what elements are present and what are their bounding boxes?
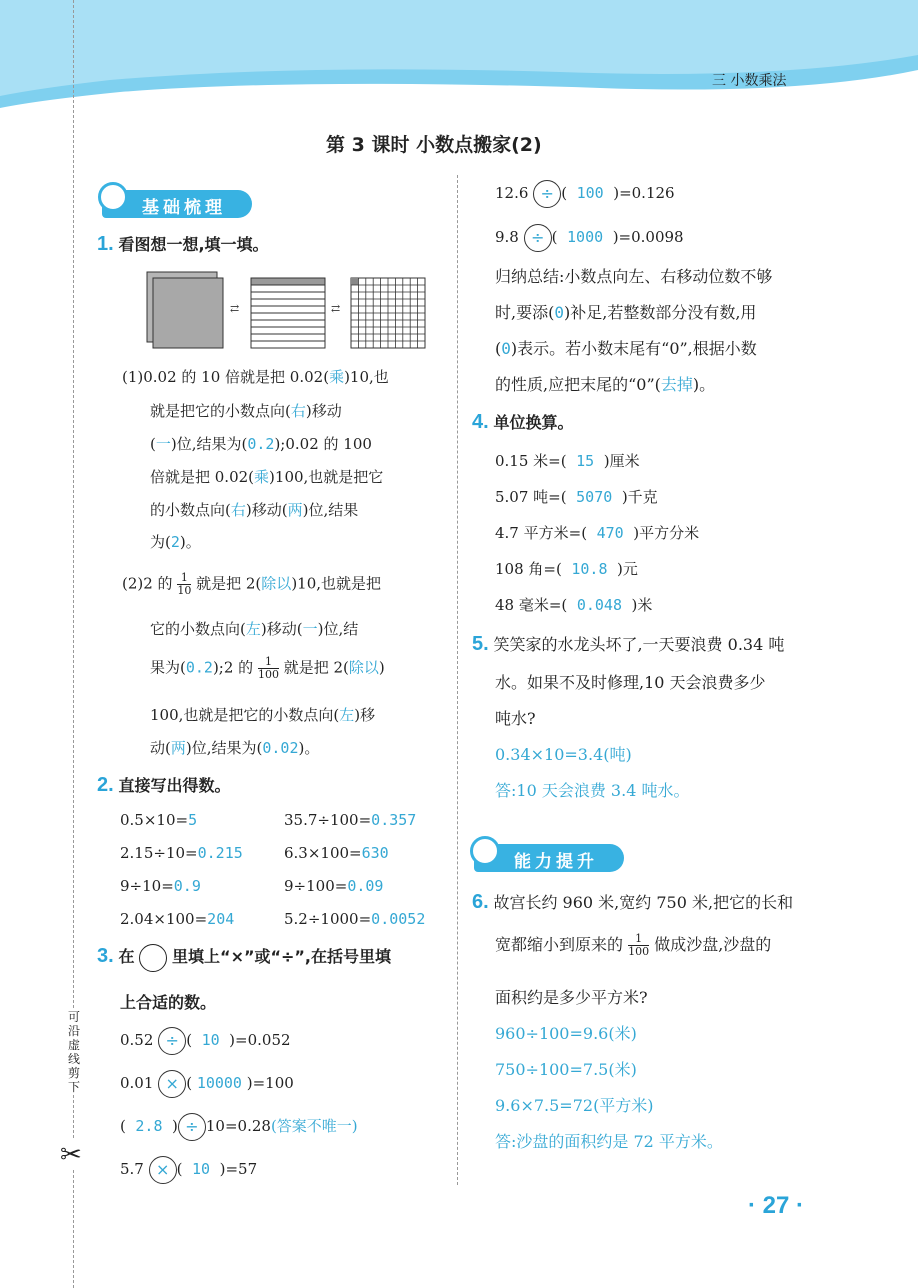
q6-answer: 960÷100=9.6(米) [495, 1024, 637, 1043]
question-5: 5. 笑笑家的水龙头坏了,一天要浪费 0.34 吨 [472, 633, 785, 655]
q2-item: 9÷10=0.9 [120, 877, 201, 895]
cut-label: 可沿虚线剪下 [67, 1010, 80, 1094]
q1-part1-line5: 的小数点向(右)移动(两)位,结果 [150, 501, 359, 519]
q2-item: 2.15÷10=0.215 [120, 844, 243, 862]
question-2 [97, 773, 230, 797]
q6-answer: 答:沙盘的面积约是 72 平方米。 [495, 1132, 723, 1151]
cut-dashed-line [73, 0, 74, 1288]
question-4 [472, 410, 573, 434]
summary-line1: 归纳总结:小数点向左、右移动位数不够 [495, 267, 773, 286]
chapter-label: 三 小数乘法 [712, 73, 787, 89]
q2-item: 5.2÷1000=0.0052 [284, 910, 426, 928]
q3-row: ( 2.8 ) ÷ 10=0.28(答案不唯一) [120, 1113, 358, 1141]
q3-row: 0.52 ÷ ( 10 )=0.052 [120, 1027, 291, 1055]
scissors-icon: ✂ [60, 1140, 82, 1170]
q3-row: 0.01 × ( 10000 )=100 [120, 1070, 294, 1098]
operator-circle: × [158, 1070, 186, 1098]
q3-row: 5.7 × ( 10 )=57 [120, 1156, 257, 1184]
question-number: 3. [97, 945, 114, 967]
operator-circle: ÷ [533, 180, 561, 208]
question-6: 6. 故宫长约 960 米,宽约 750 米,把它的长和 [472, 891, 794, 913]
q5-answer: 答:10 天会浪费 3.4 吨水。 [495, 781, 690, 800]
decimal-grid-illustration [145, 270, 430, 352]
svg-text:⇄: ⇄ [230, 302, 240, 315]
question-number: 5. [472, 633, 489, 655]
q2-item: 9÷100=0.09 [284, 877, 384, 895]
q3-row: 9.8 ÷ ( 1000 )=0.0098 [495, 224, 684, 252]
q4-row: 5.07 吨=( 5070 )千克 [495, 488, 658, 506]
q3-row: 12.6 ÷ ( 100 )=0.126 [495, 180, 675, 208]
question-number: 2. [97, 774, 114, 796]
q6-line3: 面积约是多少平方米? [495, 988, 648, 1007]
q2-item: 6.3×100=630 [284, 844, 389, 862]
column-divider [457, 175, 458, 1185]
question-stem: 直接写出得数。 [118, 776, 231, 795]
q1-part1-line6: 为(2)。 [150, 533, 201, 551]
q5-line: 吨水? [495, 709, 536, 728]
page-title: 第 3 课时 小数点搬家(2) [326, 134, 542, 156]
q6-answer: 750÷100=7.5(米) [495, 1060, 637, 1079]
q1-part1-line3: (一)位,结果为(0.2);0.02 的 100 [150, 435, 372, 453]
alarm-clock-icon [98, 182, 128, 212]
q1-part1-line1: (1)0.02 的 10 倍就是把 0.02(乘)10,也 [122, 368, 389, 386]
q5-line: 水。如果不及时修理,10 天会浪费多少 [495, 673, 766, 692]
q2-item: 2.04×100=204 [120, 910, 235, 928]
fraction-one-hundredth: $\frac{1}{100}$ [257, 655, 279, 681]
q2-item: 0.5×10=5 [120, 811, 198, 829]
q2-item: 35.7÷100=0.357 [284, 811, 417, 829]
question-3-stem-cont: 上合适的数。 [120, 993, 217, 1012]
q6-line2: 宽都缩小到原来的 $\frac{1}{100}$ 做成沙盘,沙盘的 [495, 932, 772, 958]
q1-part2-line1: (2)2 的 $\frac{1}{10}$ 就是把 2(除以)10,也就是把 [122, 571, 382, 597]
empty-circle-icon [139, 944, 167, 972]
q1-part2-line3: 果为(0.2);2 的 $\frac{1}{100}$ 就是把 2(除以) [150, 655, 385, 681]
alarm-clock-icon [470, 836, 500, 866]
q1-part2-line4: 100,也就是把它的小数点向(左)移 [150, 706, 376, 724]
summary-line4: 的性质,应把末尾的“0”(去掉)。 [495, 375, 716, 394]
operator-circle: ÷ [158, 1027, 186, 1055]
operator-circle: ÷ [524, 224, 552, 252]
question-number: 4. [472, 411, 489, 433]
question-stem: 看图想一想,填一填。 [118, 235, 269, 254]
q1-part2-line5: 动(两)位,结果为(0.02)。 [150, 739, 320, 757]
header-wave-banner [0, 0, 918, 110]
question-1 [97, 232, 269, 256]
question-3: 3. 在 里填上“×”或“÷”,在括号里填 [97, 944, 391, 972]
question-stem: 单位换算。 [493, 413, 574, 432]
operator-circle: ÷ [178, 1113, 206, 1141]
section-badge-basic: 基础梳理 [102, 190, 252, 218]
q4-row: 0.15 米=( 15 )厘米 [495, 452, 640, 470]
fraction-one-hundredth: $\frac{1}{100}$ [628, 932, 650, 958]
svg-text:⇄: ⇄ [331, 302, 341, 315]
q1-part1-line4: 倍就是把 0.02(乘)100,也就是把它 [150, 468, 384, 486]
q1-part2-line2: 它的小数点向(左)移动(一)位,结 [150, 620, 359, 638]
section-badge-ability: 能力提升 [474, 844, 624, 872]
q4-row: 48 毫米=( 0.048 )米 [495, 596, 653, 614]
summary-line2: 时,要添(0)补足,若整数部分没有数,用 [495, 303, 757, 322]
question-number: 1. [97, 233, 114, 255]
question-number: 6. [472, 891, 489, 913]
summary-line3: (0)表示。若小数末尾有“0”,根据小数 [495, 339, 757, 358]
q6-answer: 9.6×7.5=72(平方米) [495, 1096, 654, 1115]
page-number: · 27 · [748, 1192, 805, 1219]
q1-part1-line2: 就是把它的小数点向(右)移动 [150, 402, 342, 420]
fraction-one-tenth: $\frac{1}{10}$ [177, 571, 192, 597]
q5-answer: 0.34×10=3.4(吨) [495, 745, 632, 764]
q4-row: 4.7 平方米=( 470 )平方分米 [495, 524, 700, 542]
operator-circle: × [149, 1156, 177, 1184]
q4-row: 108 角=( 10.8 )元 [495, 560, 638, 578]
